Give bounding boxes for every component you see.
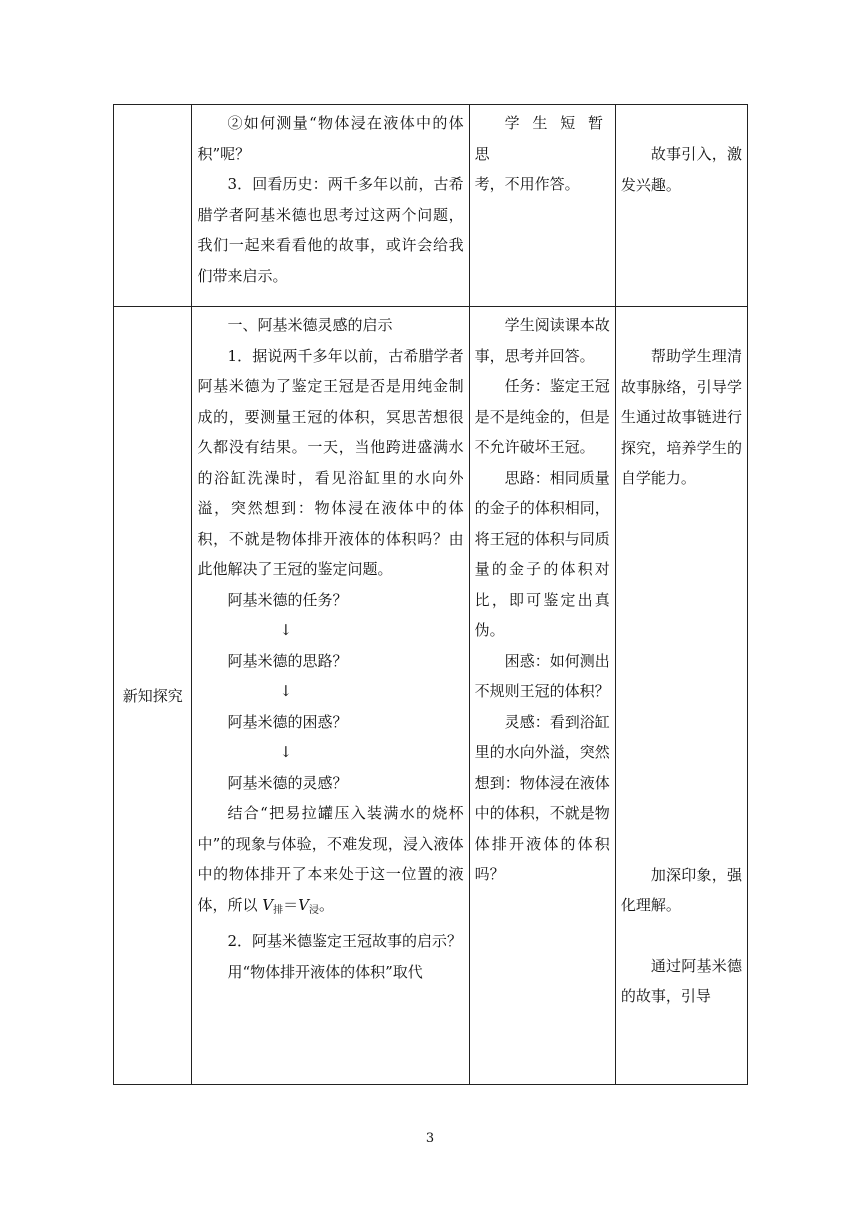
text-paragraph: 加深印象，强化理解。: [620, 865, 742, 915]
text-paragraph: 3．回看历史：两千多年以前，古希腊学者阿基米德也思考过这两个问题，我们一起来看看他的故事，或许会给我们带来启示。: [197, 175, 464, 285]
page-number: 3: [425, 1131, 435, 1146]
text-paragraph: 帮助学生理清故事脉络，引导学生通过故事链进行探究，培养学生的自学能力。: [620, 347, 742, 488]
teacher-activity-cell: [192, 105, 469, 307]
text-paragraph: 通过阿基米德的故事，引导: [620, 956, 742, 1006]
text-paragraph: 故事引入，激发兴趣。: [620, 145, 742, 194]
arrow-icon: ↓: [279, 682, 293, 701]
stage-cell-empty: [114, 105, 192, 307]
table-row: [114, 307, 748, 1085]
lesson-table: [113, 104, 748, 1085]
formula-equals: ＝: [283, 895, 299, 914]
question-item: 阿基米德的思路？: [227, 651, 348, 670]
text-paragraph: 考，不用作答。: [474, 175, 580, 193]
section-heading: 一、阿基米德灵感的启示: [227, 316, 393, 335]
formula-subscript: 排: [273, 904, 284, 916]
teacher-activity-cell: [192, 307, 469, 1085]
question-item: 阿基米德的困惑？: [227, 712, 348, 731]
text-paragraph: 用“物体排开液体的体积”取代: [227, 962, 423, 981]
formula-end: 。: [318, 895, 334, 914]
text-paragraph: 2．阿基米德鉴定王冠故事的启示？: [227, 932, 462, 951]
table-row: [114, 105, 748, 307]
text-paragraph: 学生短暂思: [474, 114, 610, 163]
design-intent-cell: [615, 105, 747, 307]
text-paragraph: 任务：鉴定王冠是不是纯金的，但是不允许破坏王冠。: [474, 377, 610, 457]
arrow-icon: ↓: [279, 621, 293, 640]
formula-subscript: 浸: [308, 904, 319, 916]
paragraph-text: 结合“把易拉罐压入装满水的烧杯中”的现象与体验，不难发现，浸入液体中的物体排开了本来处于这一位置的液体，所以: [197, 804, 464, 914]
student-activity-cell: [469, 307, 615, 1085]
formula-symbol: V: [262, 895, 274, 914]
stage-label: 新知探究: [114, 307, 192, 1085]
design-intent-cell: [615, 307, 747, 1085]
question-item: 阿基米德的灵感？: [227, 773, 348, 792]
student-activity-cell: [469, 105, 615, 307]
question-item: 阿基米德的任务？: [227, 590, 348, 609]
text-paragraph: 学生阅读课本故事，思考并回答。: [474, 316, 610, 365]
text-paragraph: ②如何测量“物体浸在液体中的体积”呢？: [197, 114, 464, 163]
text-paragraph: 思路：相同质量的金子的体积相同，将王冠的体积与同质量的金子的体积对比，即可鉴定出真伪。: [474, 468, 610, 640]
text-paragraph: 困惑：如何测出不规则王冠的体积？: [474, 651, 610, 701]
text-paragraph: [197, 798, 463, 926]
text-paragraph: 灵感：看到浴缸里的水向外溢，突然想到：物体浸在液体中的体积，不就是物体排开液体的体积吗？: [474, 712, 610, 884]
arrow-icon: ↓: [279, 743, 293, 762]
formula-symbol: V: [298, 895, 309, 914]
text-paragraph: 1．据说两千多年以前，古希腊学者阿基米德为了鉴定王冠是否是用纯金制成的，要测量王冠的体积，冥思苦想很久都没有结果。一天，当他跨进盛满水的浴缸洗澡时，看见浴缸里的水向外溢，突然想到：物体浸在液体中的体积，不就是物体排开液体的体积吗？由此他解决了王冠的鉴定问题。: [197, 346, 464, 579]
